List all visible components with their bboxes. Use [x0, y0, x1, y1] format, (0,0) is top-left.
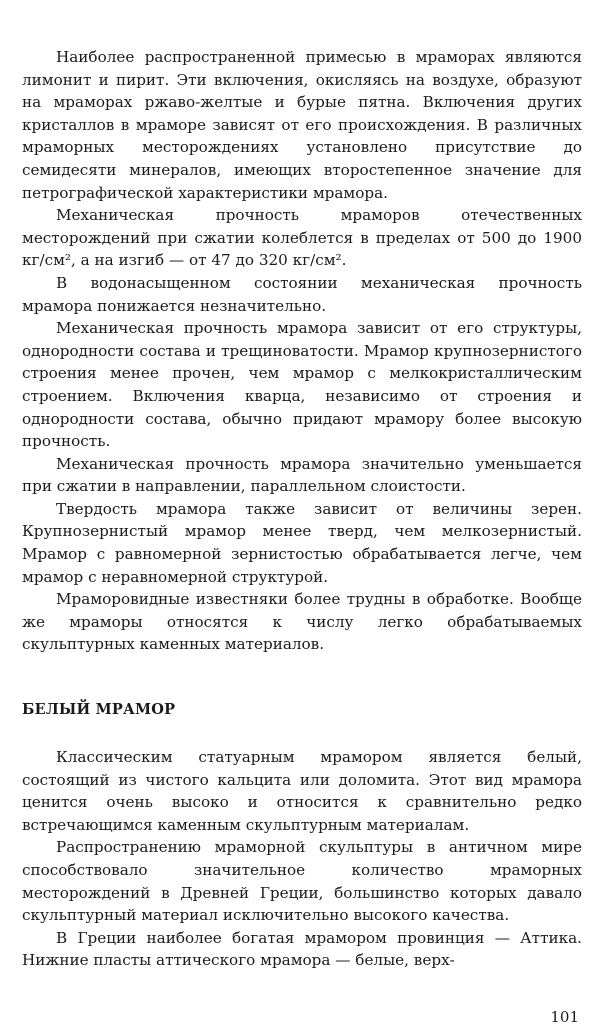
- paragraph-compressive-strength: Механическая прочность мраморов отечественных месторождений при сжатии колеблется в пределах от 500 до 1900 кг/см², а на изгиб — от 47 до 320 кг/см².: [22, 206, 582, 270]
- paragraph-water-saturated: В водонасыщенном состоянии механическая прочность мрамора понижается незначительно.: [22, 273, 582, 315]
- paragraph-ancient-greece: Распространению мраморной скульптуры в античном мире способствовало значительное количество мраморных месторождений в Древней Греции, большинство которых давало скульптурный материал исключительно высокого качества.: [22, 838, 582, 925]
- page-number: 101: [550, 1008, 579, 1026]
- paragraph-hardness: Твердость мрамора также зависит от величины зерен. Крупнозернистый мрамор менее тверд, чем мелкозернистый. Мрамор с равномерной зернистостью обрабатывается легче, чем мрамор с неравномерной структурой.: [22, 499, 582, 586]
- document-page: [22, 46, 582, 972]
- paragraph-impurities: Наиболее распространенной примесью в мраморах являются лимонит и пирит. Эти включения, окисляясь на воздухе, образуют на мраморах ржаво-желтые и бурые пятна. Включения других кристаллов в мраморе зависят от его происхождения. В различных мраморных месторождениях установлено присутствие до семидесяти минералов, имеющих второстепенное значение для петрографической характеристики мрамора.: [22, 48, 582, 202]
- paragraph-structure-strength: Механическая прочность мрамора зависит от его структуры, однородности состава и трещиноватости. Мрамор крупнозернистого строения менее прочен, чем мрамор с мелкокристаллическим строением. Включения кварца, независимо от строения и однородности состава, обычно придают мрамору более высокую прочность.: [22, 319, 582, 451]
- paragraph-limestones: Мраморовидные известняки более трудны в обработке. Вообще же мраморы относятся к числу легко обрабатываемых скульптурных каменных материалов.: [22, 590, 582, 654]
- paragraph-layering: Механическая прочность мрамора значительно уменьшается при сжатии в направлении, параллельном слоистости.: [22, 454, 582, 496]
- section-heading-white-marble: БЕЛЫЙ МРАМОР: [22, 701, 176, 719]
- paragraph-statuary-marble: Классическим статуарным мрамором является белый, состоящий из чистого кальцита или доломита. Этот вид мрамора ценится очень высоко и относится к сравнительно редко встречающимся каменным скульптурным материалам.: [22, 748, 582, 834]
- paragraph-attica: В Греции наиболее богатая мрамором провинция — Аттика. Нижние пласты аттического мрамора — белые, верх-: [22, 928, 582, 970]
